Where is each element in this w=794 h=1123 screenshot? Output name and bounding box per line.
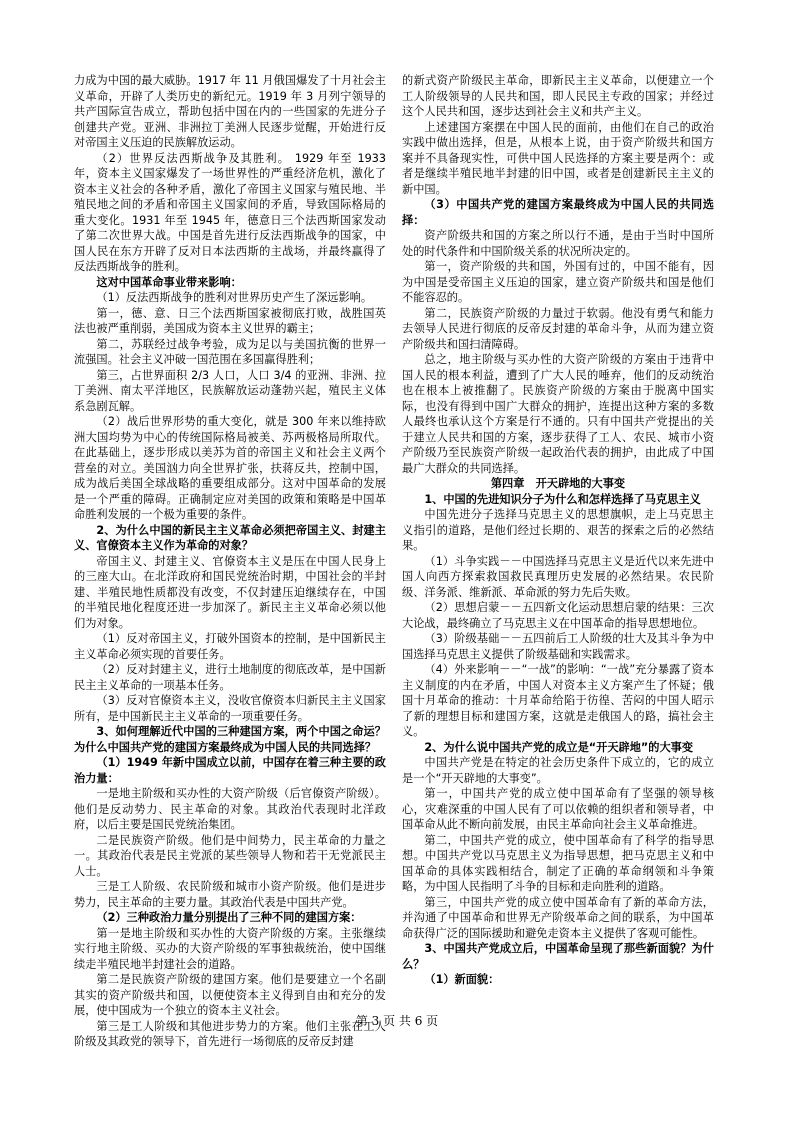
paragraph: 力成为中国的最大威胁。1917 年 11 月俄国爆发了十月社会主义革命，开辟了人类历史的新纪元。1919 年 3 月列宁领导的共产国际宣告成立，帮助包括中国在内的一些国家的先进分子创建共产党。亚洲、非洲拉丁美洲人民逐步觉醒，开始进行反对帝国主义压迫的民族解放运动。 <box>74 74 386 149</box>
paragraph: 第二，民族资产阶级的力量过于软弱。他没有勇气和能力去领导人民进行彻底的反帝反封建的革命斗争，从而为建立资产阶级共和国扫清障碍。 <box>402 306 714 351</box>
paragraph: （1）反法西斯战争的胜利对世界历史产生了深远影响。 <box>96 291 373 304</box>
paragraph: 第二是民族资产阶级的建国方案。他们是要建立一个名副其实的资产阶级共和国，以便使资本主义得到自由和充分的发展，使中国成为一个独立的资本主义社会。 <box>74 973 386 1017</box>
paragraph: （2）战后世界形势的重大变化，就是 300 年来以维持欧洲大国均势为中心的传统国际格局被美、苏两极格局所取代。在此基础上，逐步形成以美苏为首的帝国主义和社会主义两个营垒的对立。美国汹力向全世界扩张，扶蒋反共，控制中国，成为战后美国全球战略的重要组成部分。这对中国革命的发展是一个严重的障碍。正确制定应对美国的政策和策略是中国革命胜利发展的一个极为重要的条件。 <box>74 415 386 521</box>
heading: 这对中国革命事业带来影响： <box>96 275 242 289</box>
heading: 2、为什么说中国共产党的成立是“开天辟地”的大事变 <box>424 740 694 754</box>
paragraph: （1）斗争实践－－中国选择马克思主义是近代以来先进中国人向西方探索救国救民真理历史发展的必然结果。农民阶级、洋务派、维新派、革命派的努力先后失败。 <box>402 554 714 599</box>
heading: 3、如何理解近代中国的三种建国方案，两个中国之命运？为什么中国共产党的建国方案最终成为中国人民的共同选择？ <box>74 725 386 754</box>
paragraph: 中国共产党是在特定的社会历史条件下成立的，它的成立是一个“开天辟地的大事变”。 <box>402 756 714 785</box>
paragraph: 第三是工人阶级和其他进步势力的方案。他们主张在工人阶级及其政党的领导下，首先进行一场彻底的反帝反封建 <box>74 1019 386 1048</box>
paragraph: 二是民族资产阶级。他们是中间势力，民主革命的力量之一。其政治代表是民主党派的某些领导人物和若干无党派民主人士。 <box>74 833 386 878</box>
paragraph: 一是地主阶级和买办性的大资产阶级（后官僚资产阶级）。他们是反动势力、民主革命的对象。其政治代表现时北洋政府，以后主要是国民党统治集团。 <box>74 787 386 831</box>
paragraph: 三是工人阶级、农民阶级和城市小资产阶级。他们是进步势力，民主革命的主要力量。其政治代表是中国共产党。 <box>74 880 386 909</box>
heading: 2、为什么中国的新民主主义革命必须把帝国主义、封建主义、官僚资本主义作为革命的对象？ <box>74 523 386 552</box>
paragraph: （1）反对帝国主义，打破外国资本的控制，是中国新民主主义革命必须实现的首要任务。 <box>74 632 386 661</box>
paragraph: （3）阶级基础－－五四前后工人阶级的壮大及其斗争为中国选择马克思主义提供了阶级基础和实践需求。 <box>402 632 714 661</box>
paragraph: （3）反对官僚资本主义，没收官僚资本归新民主主义国家所有，是中国新民主主义革命的一项重要任务。 <box>74 694 386 723</box>
paragraph: 第二，中国共产党的成立，使中国革命有了科学的指导思想。中国共产党以马克思主义为指导思想，把马克思主义和中国革命的具体实践相结合，制定了正确的革命纲领和斗争策略，为中国人民指明了斗争的目标和走向胜利的道路。 <box>402 833 714 893</box>
paragraph: （2）思想启蒙－－五四新文化运动思想启蒙的结果：三次大论战，最终确立了马克思主义在中国革命的指导思想地位。 <box>402 601 714 630</box>
paragraph: （2）世界反法西斯战争及其胜利。 1929 年至 1933 年，资本主义国家爆发了一场世界性的严重经济危机，激化了资本主义社会的各种矛盾，激化了帝国主义国家与殖民地、半殖民地之间的矛盾和帝国主义国家间的矛盾，导致国际格局的重大变化。1931 年至 1945 年，德意日三个法西斯国家发动了第二次世界大战。中国是首先进行反法西斯战争的国家，中国人民在东方开辟了反对日本法西斯的主战场，并最终赢得了反法西斯战争的胜利。 <box>74 151 386 273</box>
heading: （1）新面貌： <box>424 973 500 986</box>
heading: 1、中国的先进知识分子为什么和怎样选择了马克思主义 <box>424 492 701 506</box>
paragraph: 中国先进分子选择马克思主义的思想旗帜，走上马克思主义指引的道路，是他们经过长期的、艰苦的探索之后的必然结果。 <box>402 508 714 552</box>
paragraph: 资产阶级共和国的方案之所以行不通，是由于当时中国所处的时代条件和中国阶级关系的状况所决定的。 <box>402 229 714 258</box>
heading: （1）1949 年新中国成立以前，中国存在着三种主要的政治力量： <box>74 756 386 785</box>
paragraph: （2）反对封建主义，进行土地制度的彻底改革，是中国新民主主义革命的一项基本任务。 <box>74 663 386 692</box>
heading: 3、中国共产党成立后，中国革命呈现了那些新面貌？为什么？ <box>402 942 714 971</box>
heading: 第四章 开天辟地的大事变 <box>490 477 626 490</box>
paragraph: 第三，中国共产党的成立使中国革命有了新的革命方法，并沟通了中国革命和世界无产阶级革命之间的联系，为中国革命获得广泛的国际援助和避免走资本主义提供了客观可能性。 <box>402 895 714 940</box>
paragraph: 第三，占世界面积 2/3 人口，人口 3/4 的亚洲、非洲、拉丁美洲、南太平洋地区，民族解放运动蓬勃兴起，殖民主义体系急剧瓦解。 <box>74 368 386 413</box>
paragraph: 帝国主义、封建主义、官僚资本主义是压在中国人民身上的三座大山。在北洋政府和国民党统治时期，中国社会的半封建、半殖民地性质都没有改变，不仅封建压迫继续存在，中国的半殖民地化程度还进一步加深了。新民主主义革命必须以他们为对象。 <box>74 554 386 630</box>
heading: （3）中国共产党的建国方案最终成为中国人民的共同选择： <box>402 198 714 227</box>
paragraph: 第一，资产阶级的共和国，外国有过的，中国不能有，因为中国是受帝国主义压迫的国家，建立资产阶级共和国是他们不能容忍的。 <box>402 260 714 304</box>
paragraph: 第二，苏联经过战争考验，成为足以与美国抗衡的世界一流强国。社会主义冲破一国范围在多国赢得胜利； <box>74 337 386 366</box>
paragraph: 总之，地主阶级与买办性的大资产阶级的方案由于违背中国人民的根本利益，遭到了广大人民的唾弃，他们的反动统治也在根本上被推翻了。民族资产阶级的方案由于脱离中国实际，也没有得到中国广大群众的拥护，连提出这种方案的多数人最终也承认这个方案是行不通的。只有中国共产党提出的关于建立人民共和国的方案，逐步获得了工人、农民、城市小资产阶级乃至民族资产阶级一起政治代表的拥护，由此成了中国最广大群众的共同选择。 <box>402 353 714 475</box>
paragraph: 的新式资产阶级民主革命，即新民主主义革命，以便建立一个工人阶级领导的人民共和国，即人民民主专政的国家；并经过这个人民共和国，逐步达到社会主义和共产主义。 <box>402 74 714 118</box>
paragraph: 上述建国方案摆在中国人民的面前，由他们在自己的政治实践中做出选择，但是，从根本上说，由于资产阶级共和国方案并不具备现实性，可供中国人民选择的方案主要是两个：或者是继续半殖民地半封建的旧中国，或者是创建新民主主义的新中国。 <box>402 120 714 196</box>
heading: （2）三种政治力量分别提出了三种不同的建国方案： <box>96 911 362 924</box>
right-column <box>402 73 714 988</box>
left-column <box>74 73 386 1050</box>
paragraph: 第一是地主阶级和买办性的大资产阶级的方案。主张继续实行地主阶级、买办的大资产阶级的军事独裁统治，使中国继续走半殖民地半封建社会的道路。 <box>74 926 386 971</box>
paragraph: 第一，中国共产党的成立使中国革命有了坚强的领导核心，灾难深重的中国人民有了可以依赖的组织者和领导者，中国革命从此不断向前发展，由民主革命向社会主义革命推进。 <box>402 787 714 831</box>
paragraph: （4）外来影响－－“一战”的影响：“一战”充分暴露了资本主义制度的内在矛盾，中国人对资本主义方案产生了怀疑；俄国十月革命的推动：十月革命给陷于彷徨、苦闷的中国人昭示了新的理想目标和建国方案，这就是走俄国人的路，搞社会主义。 <box>402 663 714 738</box>
paragraph: 第一，德、意、日三个法西斯国家被彻底打败，战胜国英法也被严重削弱，美国成为资本主义世界的霸主； <box>74 306 386 335</box>
page-footer: 第 3 页 共 6 页 <box>355 1014 439 1028</box>
